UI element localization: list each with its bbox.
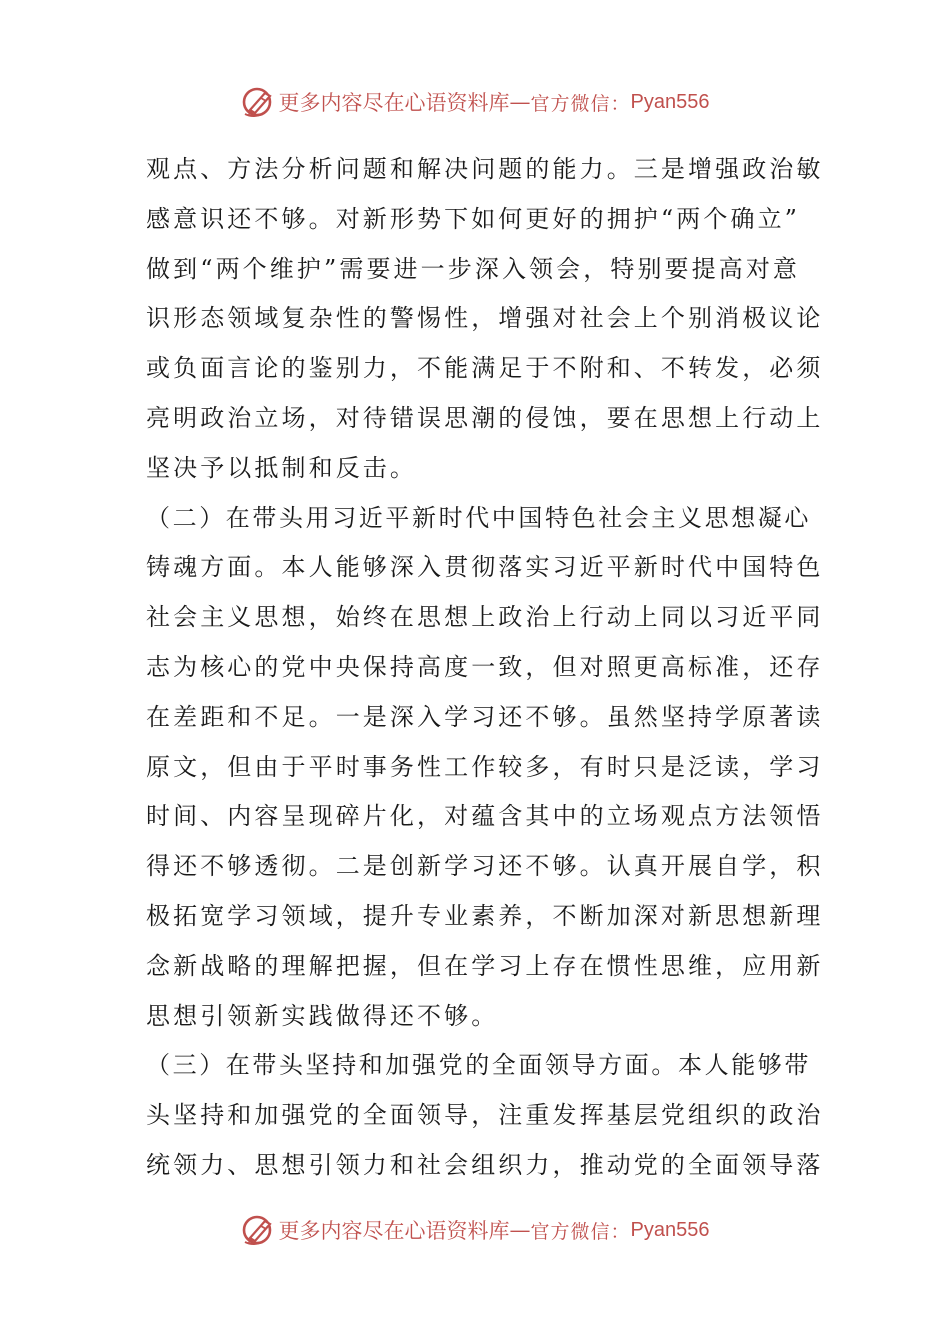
document-body [146, 145, 824, 1191]
body-line: （二）在带头用习近平新时代中国特色社会主义思想凝心 [146, 503, 811, 532]
body-line: 原文，但由于平时事务性工作较多，有时只是泛读，学习 [146, 752, 824, 781]
body-line: 铸魂方面。本人能够深入贯彻落实习近平新时代中国特色 [146, 553, 824, 582]
footer-brand-text: 更多内容尽在心语资料库 [278, 1219, 510, 1243]
body-line: 观点、方法分析问题和解决问题的能力。三是增强政治敏 [146, 155, 824, 183]
body-line: 或负面言论的鉴别力，不能满足于不附和、不转发，必须 [146, 354, 824, 383]
header-wechat-id: Pyan556 [630, 90, 710, 113]
body-line: 极拓宽学习领域，提升专业素养，不断加深对新思想新理 [146, 901, 824, 930]
body-line: 社会主义思想，始终在思想上政治上行动上同以习近平同 [146, 603, 824, 632]
header-banner [0, 82, 950, 122]
pen-logo-icon [241, 84, 277, 120]
body-line: 感意识还不够。对新形势下如何更好的拥护“两个确立” [146, 204, 801, 233]
body-line: 坚决予以抵制和反击。 [146, 453, 417, 482]
body-line: 识形态领域复杂性的警惕性，增强对社会上个别消极议论 [146, 304, 824, 333]
body-line: 思想引领新实践做得还不够。 [146, 1001, 499, 1030]
pen-logo-icon [241, 1212, 277, 1248]
footer-wechat-id: Pyan556 [630, 1218, 710, 1241]
header-dash: — [509, 90, 531, 114]
footer-dash: — [509, 1218, 531, 1242]
body-line: 在差距和不足。一是深入学习还不够。虽然坚持学原著读 [146, 702, 824, 731]
body-line: 时间、内容呈现碎片化，对蕴含其中的立场观点方法领悟 [146, 802, 824, 831]
body-line: 念新战略的理解把握，但在学习上存在惯性思维，应用新 [146, 951, 824, 980]
body-line: 亮明政治立场，对待错误思潮的侵蚀，要在思想上行动上 [146, 403, 824, 432]
body-line: 做到“两个维护”需要进一步深入领会，特别要提高对意 [146, 254, 801, 283]
body-line: 志为核心的党中央保持高度一致，但对照更高标准，还存 [146, 652, 824, 681]
body-line: 得还不够透彻。二是创新学习还不够。认真开展自学，积 [146, 852, 824, 881]
body-line: （三）在带头坚持和加强党的全面领导方面。本人能够带 [146, 1051, 811, 1080]
footer-banner [0, 1210, 950, 1250]
footer-wechat-label: 官方微信： [530, 1220, 631, 1243]
body-line: 头坚持和加强党的全面领导，注重发挥基层党组织的政治 [146, 1101, 824, 1130]
body-line: 统领力、思想引领力和社会组织力，推动党的全面领导落 [146, 1150, 824, 1179]
header-brand-text: 更多内容尽在心语资料库 [278, 91, 510, 115]
header-wechat-label: 官方微信： [530, 92, 631, 115]
